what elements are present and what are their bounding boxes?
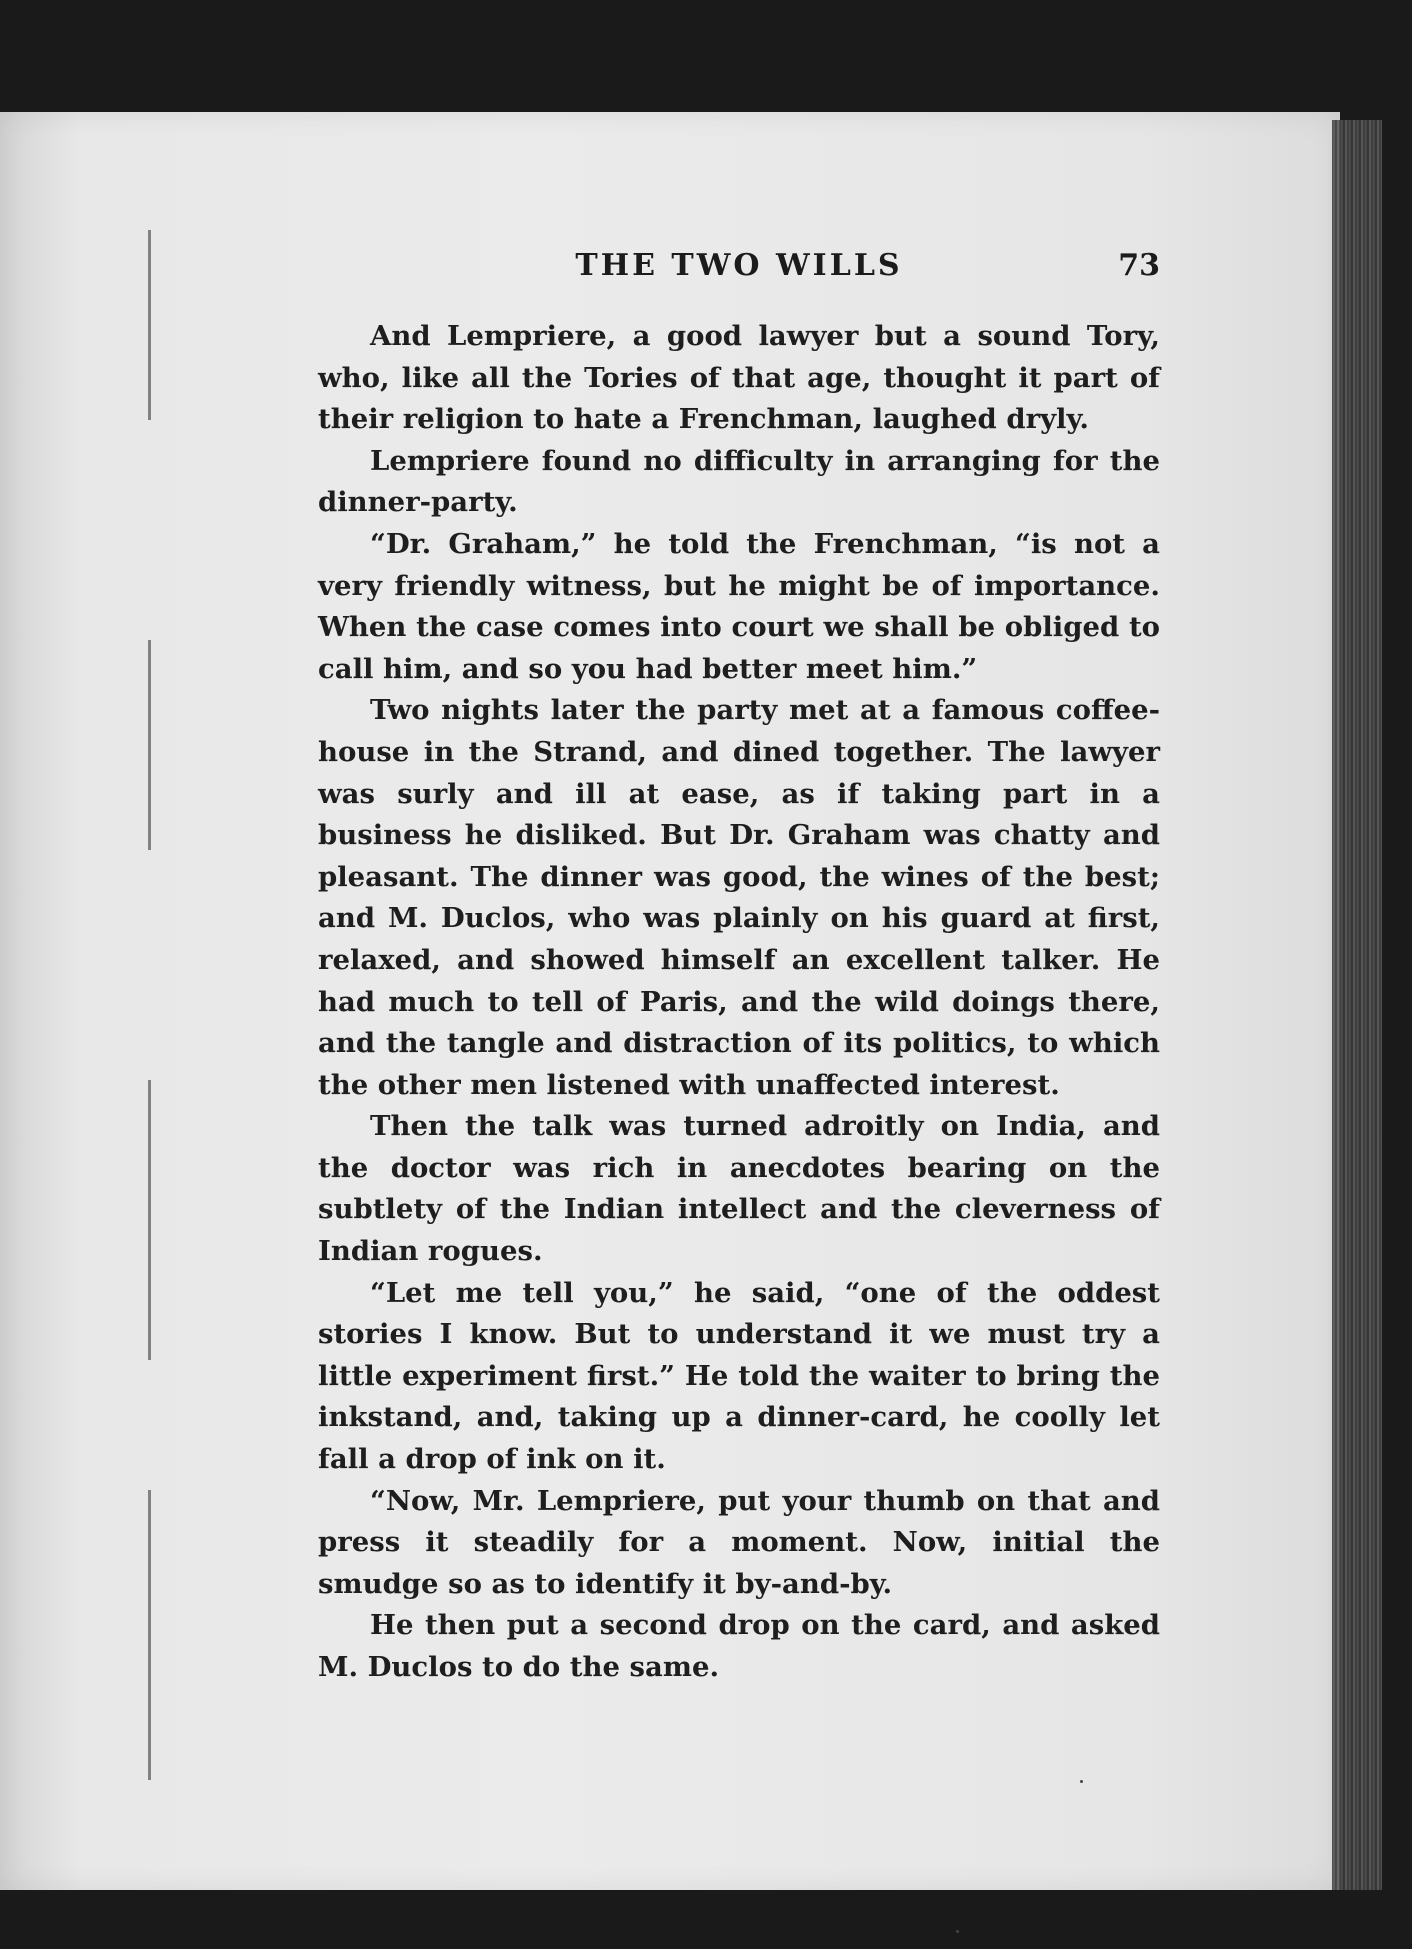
margin-mark xyxy=(148,640,151,850)
page-header xyxy=(318,248,1160,292)
margin-mark xyxy=(148,1080,151,1360)
dust-speck xyxy=(1080,1780,1083,1783)
paragraph: Then the talk was turned adroitly on India, and the doctor was rich in anecdotes bearing on the subtlety of the Indian intellect and the cleverness of Indian rogues. xyxy=(318,1110,1160,1268)
paragraph: “Now, Mr. Lempriere, put your thumb on that and press it steadily for a moment. Now, initial the smudge so as to identify it by-and-by. xyxy=(318,1484,1160,1600)
body-text xyxy=(318,316,1160,1689)
dust-speck xyxy=(956,1930,959,1933)
margin-mark xyxy=(148,230,151,420)
running-title: THE TWO WILLS xyxy=(575,248,903,283)
paragraph: And Lempriere, a good lawyer but a sound Tory, who, like all the Tories of that age, thought it part of their religion to hate a Frenchman, laughed dryly. xyxy=(318,320,1160,436)
paragraph: Two nights later the party met at a famous coffee-house in the Strand, and dined together. The lawyer was surly and ill at ease, as if taking part in a business he disliked. But Dr. Graham was chatty and pleasant. The dinner was good, the wines of the best; and M. Duclos, who was plainly on his guard at first, relaxed, and showed himself an excellent talker. He had much to tell of Paris, and the wild doings there, and the tangle and distraction of its politics, to which the other men listened with unaffected interest. xyxy=(318,694,1160,1101)
paragraph: Lempriere found no difficulty in arranging for the dinner-party. xyxy=(318,444,1160,519)
paragraph: “Let me tell you,” he said, “one of the oddest stories I know. But to understand it we must try a little experiment first.” He told the waiter to bring the inkstand, and, taking up a dinner-card, he coolly let fall a drop of ink on it. xyxy=(318,1276,1160,1476)
page-edge-shadow xyxy=(1332,120,1382,1890)
page-number: 73 xyxy=(1118,248,1160,283)
margin-mark xyxy=(148,1490,151,1780)
paragraph: He then put a second drop on the card, and asked M. Duclos to do the same. xyxy=(318,1609,1160,1683)
paragraph: “Dr. Graham,” he told the Frenchman, “is not a very friendly witness, but he might be of importance. When the case comes into court we shall be obliged to call him, and so you had better meet him.” xyxy=(318,527,1160,685)
